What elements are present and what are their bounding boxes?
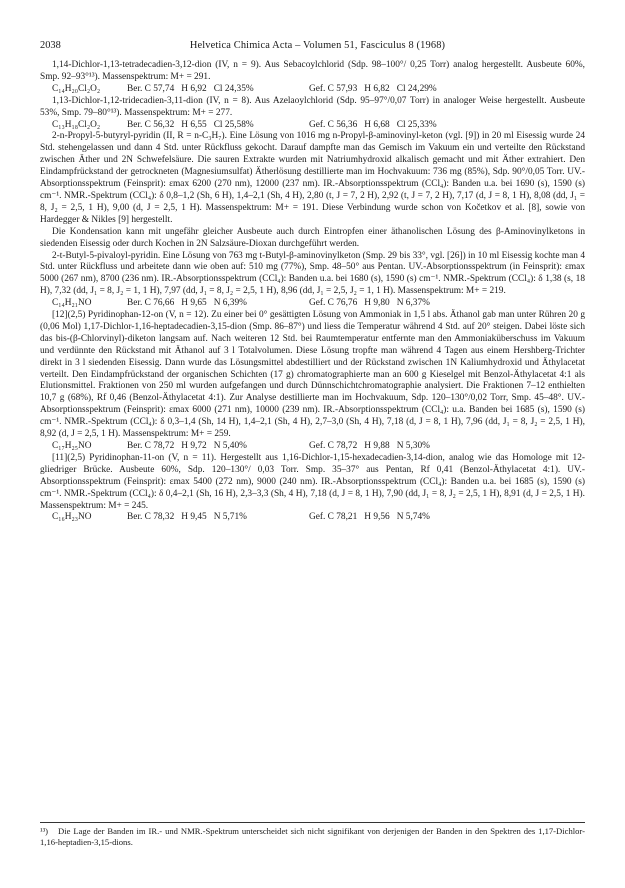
- body-paragraph: Die Kondensation kann mit ungefähr gleicher Ausbeute auch durch Eintropfen einer äthanolischen Lösung des β-Aminovinylketons in siedenden Eisessig oder durch Kochen in 2N Salzsäure-Dioxan durchgeführt werden.: [40, 226, 585, 249]
- footnote-text: Die Lage der Banden im IR.- und NMR.-Spektrum unterscheidet sich nicht signifikant von derjenigen der Banden in den Spektren des 1,17-Dichlor-1,16-heptadien-3,15-dions.: [40, 826, 585, 847]
- body-paragraph: 1,13-Dichlor-1,12-tridecadien-3,11-dion (IV, n = 8). Aus Azelaoylchlorid (Sdp. 95–97°/0,07 Torr) in analoger Weise hergestellt. Ausbeute 53%, Smp. 79–80°¹³). Massenspektrum: M+ = 277.: [40, 95, 585, 118]
- molecular-formula: C₁₄H₂₁NO: [52, 298, 92, 309]
- calculated-values: Ber. C 57,74 H 6,92 Cl 24,35%: [127, 83, 254, 94]
- footnote: [40, 826, 585, 848]
- calculated-values: Ber. C 56,32 H 6,55 Cl 25,58%: [127, 119, 254, 130]
- molecular-formula: C₁₇H₂₅NO: [52, 441, 92, 451]
- body-paragraph: 2-t-Butyl-5-pivaloyl-pyridin. Eine Lösung von 763 mg t-Butyl-β-aminovinylketon (Smp. 29 bis 33°, vgl. [26]) in 10 ml Eisessig kochte man 4 Std. unter Rückfluss und arbeitete dann wie oben auf: 510 mg (77%), Smp. 48–50° aus Pentan. UV.-Absorptionsspektrum (in Feinsprit): εmax 5000 (267 nm), 8700 (236 nm). IR.-Absorptionsspektrum (CCl₄): Banden u.a. bei 1680 (s), 1590 (s) cm⁻¹. NMR.-Spektrum (CCl₄): δ 1,38 (s, 18 H), 7,32 (dd, J₁ = 8, J₂ = 1, 1 H), 7,97 (dd, J₁ = 8, J₂ = 2,5, 1 H), 8,96 (dd, J₁ = 2,5, J₂ = 1, 1 H). Massenspektrum: M+ = 219.: [40, 250, 585, 297]
- molecular-formula: C₁₆H₂₃NO: [52, 512, 92, 523]
- body-paragraph: [11](2,5) Pyridinophan-11-on (V, n = 11). Hergestellt aus 1,16-Dichlor-1,15-hexadecadien-3,14-dion, analog wie das Homologe mit 12-gliedriger Brücke. Ausbeute 60%, Sdp. 120–130°/ 0,03 Torr. Smp. 35–37° aus Pentan, Rf 0,41 (Benzol-Äthylacetat 4:1). UV.-Absorptionsspektrum (Feinsprit): εmax 5400 (272 nm), 9000 (240 nm). IR.-Absorptionsspektrum (CCl₄): Banden u.a. bei 1685 (s), 1590 (s) cm⁻¹. NMR.-Spektrum (CCl₄): δ 0,4–2,1 (Sh, 16 H), 2,3–3,3 (Sh, 4 H), 7,18 (d, J = 8, 1 H), 7,90 (dd, J₁ = 8, J₂ = 2,5, 1 H), 8,91 (d, J = 2,5, 1 H). Massenspektrum: M+ = 245.: [40, 452, 585, 511]
- body-paragraph: [12](2,5) Pyridinophan-12-on (V, n = 12). Zu einer bei 0° gesättigten Lösung von Ammoniak in 1,5 l abs. Äthanol gab man unter Rühren 20 g (0,06 Mol) 1,17-Dichlor-1,16-heptadecadien-3,15-dion (Smp. 86–87°) und liess die Temperatur während 4 Std. auf 20° steigen. Dabei löste sich das bis-(β-Chlorvinyl)-diketon langsam auf. Nach weiteren 12 Std. bei Raumtemperatur entfernte man den Ammoniaküberschuss im Vakuum und verdünnte den Rückstand mit Äthanol auf 3 l Totalvolumen. Diese Lösung tropfte man während 4 Tagen aus einem Hershberg-Trichter direkt in 3 l siedenden Eisessig. Dann wurde das Lösungsmittel abdestilliert und der Rückstand zwischen 1N Kaliumhydroxid und Äthylacetat verteilt. Den Eindampfrückstand der organischen Schichten (17 g) chromatographierte man an 600 g Kieselgel mit Benzol-Äthylacetat 4:1 als Elutionsmittel. Fraktionen von 250 ml wurden aufgefangen und durch Dünnschichtchromatographie analysiert. Die Fraktionen 7–12 enthielten 10,7 g (68%), Rf 0,46 (Benzol-Äthylacetat 4:1). Zur Analyse destillierte man im Hochvakuum, Sdp. 120–130°/0,02 Torr, Smp. 45–48°. UV.-Absorptionsspektrum (Feinsprit): εmax 6000 (271 nm), 10000 (239 nm). IR.-Absorptionsspektrum (CCl₄): u.a. Banden bei 1685 (s), 1590 (s) cm⁻¹. NMR.-Spektrum (CCl₄): δ 0,3–1,4 (Sh, 14 H), 1,4–2,1 (Sh, 4 H), 2,7–3,0 (Sh, 4 H), 7,18 (d, J = 8, 1 H), 7,96 (dd, J₁ = 8, J₂ = 2,5, 1 H), 8,92 (d, J = 2,5, 1 H). Massenspektrum: M+ = 259.: [40, 310, 585, 440]
- elemental-analysis-line: C₁₃H₁₈Cl₂O₂ Ber. C 56,32 H 6,55 Cl 25,58% Gef. C 56,36 H 6,68 Cl 25,33%: [52, 119, 437, 130]
- molecular-formula: C₁₃H₁₈Cl₂O₂: [52, 119, 101, 130]
- running-title: Helvetica Chimica Acta – Volumen 51, Fasciculus 8 (1968): [189, 40, 446, 51]
- footnote-rule: [40, 822, 585, 823]
- molecular-formula: C₁₄H₂₀Cl₂O₂: [52, 83, 101, 94]
- calculated-values: Ber. C 78,72 H 9,72 N 5,40%: [127, 441, 247, 451]
- page-number: 2038: [40, 40, 61, 51]
- calculated-values: Ber. C 78,32 H 9,45 N 5,71%: [127, 512, 247, 523]
- elemental-analysis-line: C₁₆H₂₃NO Ber. C 78,32 H 9,45 N 5,71% Gef. C 78,21 H 9,56 N 5,74%: [52, 512, 430, 523]
- elemental-analysis-line: C₁₄H₂₁NO Ber. C 76,66 H 9,65 N 6,39% Gef. C 76,76 H 9,80 N 6,37%: [52, 298, 430, 309]
- running-header: [40, 40, 585, 54]
- body-paragraph: 1,14-Dichlor-1,13-tetradecadien-3,12-dion (IV, n = 9). Aus Sebacoylchlorid (Sdp. 98–100°/ 0,25 Torr) analog hergestellt. Ausbeute 60%, Smp. 92–93°¹³). Massenspektrum: M+ = 291.: [40, 60, 585, 82]
- body-paragraph: 2-n-Propyl-5-butyryl-pyridin (II, R = n-C₃H₇). Eine Lösung von 1016 mg n-Propyl-β-aminovinyl-keton (vgl. [9]) in 20 ml Eisessig wurde 24 Std. stehengelassen und dann 4 Std. unter Rückfluss gekocht. Darauf dampfte man das Gemisch im Vakuum ein und verteilte den Rückstand zwischen Äther und 2N Schwefelsäure. Die sauren Extrakte wurden mit Natriumhydroxid alkalisch gemacht und mit Äther extrahiert. Den Eindampfrückstand der getrockneten (Magnesiumsulfat) Ätherlösung destillierte man im Hochvakuum: 736 mg (85%), Sdp. 90°/0,05 Torr. UV.-Absorptionsspektrum (Feinsprit): εmax 6200 (270 nm), 12000 (237 nm). IR.-Absorptionsspektrum (CCl₄): Banden u.a. bei 1690 (s), 1590 (s) cm⁻¹. NMR.-Spektrum (CCl₄): δ 0,8–1,2 (Sh, 6 H), 1,4–2,1 (Sh, 4 H), 2,80 (t, J = 7, 2 H), 2,92 (t, J = 7, 2 H), 7,17 (d, J = 8, 1 H), 8,08 (dd, J₁ = 8, J₂ = 2,5, 1 H), 9,00 (d, J = 2,5, 1 H). Massenspektrum: M+ = 191. Diese Verbindung wurde schon von Kočetkov et al. [8], sowie von Hardegger & Nikles [9] hergestellt.: [40, 131, 585, 225]
- elemental-analysis-line: C₁₇H₂₅NO Ber. C 78,72 H 9,72 N 5,40% Gef. C 78,72 H 9,88 N 5,30%: [52, 441, 430, 451]
- footnote-marker: ¹³): [40, 826, 49, 836]
- elemental-analysis-line: C₁₄H₂₀Cl₂O₂ Ber. C 57,74 H 6,92 Cl 24,35% Gef. C 57,93 H 6,82 Cl 24,29%: [52, 83, 437, 94]
- article-body: [40, 60, 585, 524]
- calculated-values: Ber. C 76,66 H 9,65 N 6,39%: [127, 298, 247, 309]
